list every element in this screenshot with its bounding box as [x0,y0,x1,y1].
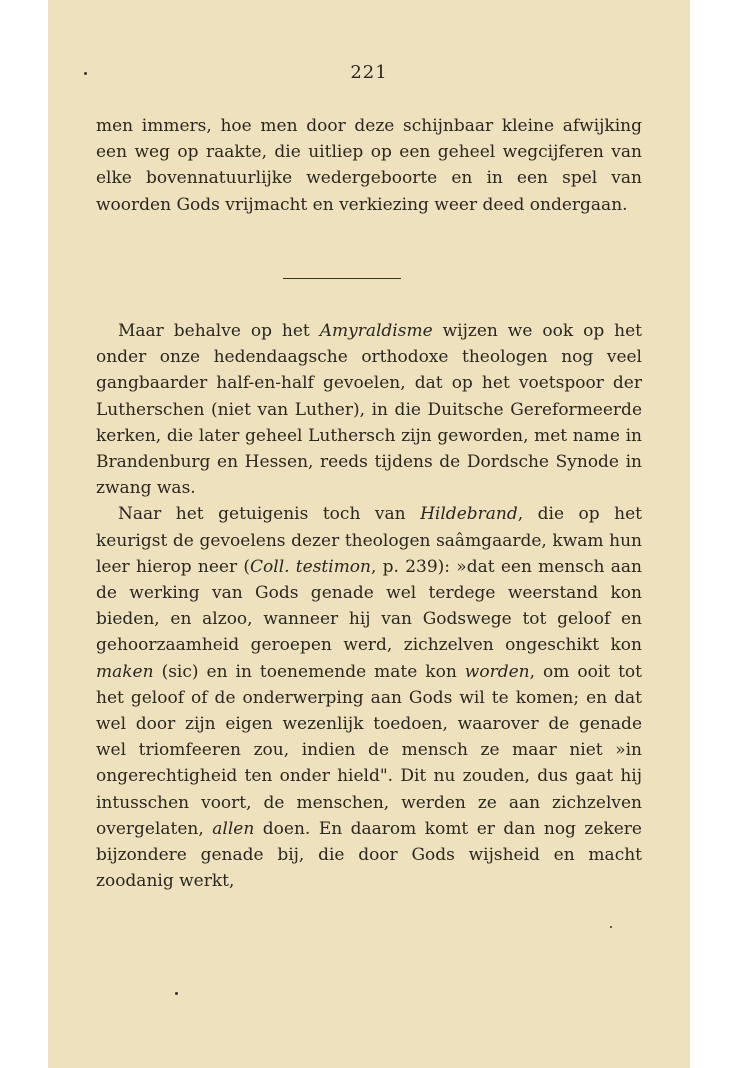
text-run: Maar behalve op het [118,321,320,341]
text-run: , om ooit tot het geloof of de onderwerping aan Gods wil te komen; en dat wel door zijn eigen wezenlijk toedoen, waarover de genade wel triomfeeren zou, indien de mensch ze maar niet »in ongerechtigheid ten onder hield". Dit nu zouden, dus gaat hij intusschen voort, de menschen, werden ze aan zichzelven overgelaten, [96,661,642,839]
text-run: , p. 239): »dat een mensch aan de werking van Gods genade wel terdege weerstand kon bieden, en alzoo, wanneer hij van Godswege tot geloof en gehoorzaamheid geroepen werd, zichzelven ongeschikt kon [96,556,642,656]
main-text [96,318,642,894]
text-run: Naar het getuigenis toch van [118,504,421,525]
italic-name-hildebrand: Hildebrand [420,504,518,525]
paragraph-continuation: men immers, hoe men door deze schijnbaar kleine afwijking een weg op raakte, die uitliep op een geheel wegcijferen van elke bovennatuurlijke wedergeboorte en in een spel van woorden Gods vrijmacht en verkiezing weer deed ondergaan. [96,116,642,215]
italic-word-worden: worden [464,661,530,682]
italic-word-allen: allen [212,818,255,839]
text-run: , die op het keurigst de gevoelens dezer theologen saâmgaarde, kwam hun leer hierop neer ( [96,504,643,577]
page-number: 221 [350,62,388,83]
paper-speck [610,926,612,928]
text-run: wijzen we ook op het onder onze hedendaagsche orthodoxe theologen nog veel gangbaarder half-en-half gevoelen, dat op het voetspoor der Lutherschen (niet van Luther), in die Duitsche Gereformeerde kerken, die later geheel Luthersch zijn geworden, met name in Brandenburg en Hessen, reeds tijdens de Dordsche Synode in zwang was. [96,321,642,499]
italic-citation: Coll. testimon [250,556,371,577]
paragraph-hildebrand [96,501,642,894]
text-run: doen. En daarom komt er dan nog zekere bijzondere genade bij, die door Gods wijsheid en macht zoodanig werkt, [96,818,642,892]
italic-term-amyraldisme: Amyraldisme [319,321,433,341]
paragraph-amyraldisme [96,318,642,501]
text-run: (sic) en in toenemende mate kon [153,661,465,682]
italic-word-maken: maken [96,661,154,682]
continuation-text [96,113,642,218]
paper-speck [84,72,87,75]
book-page [48,0,690,1068]
paper-speck [175,992,178,995]
section-divider [283,278,401,279]
